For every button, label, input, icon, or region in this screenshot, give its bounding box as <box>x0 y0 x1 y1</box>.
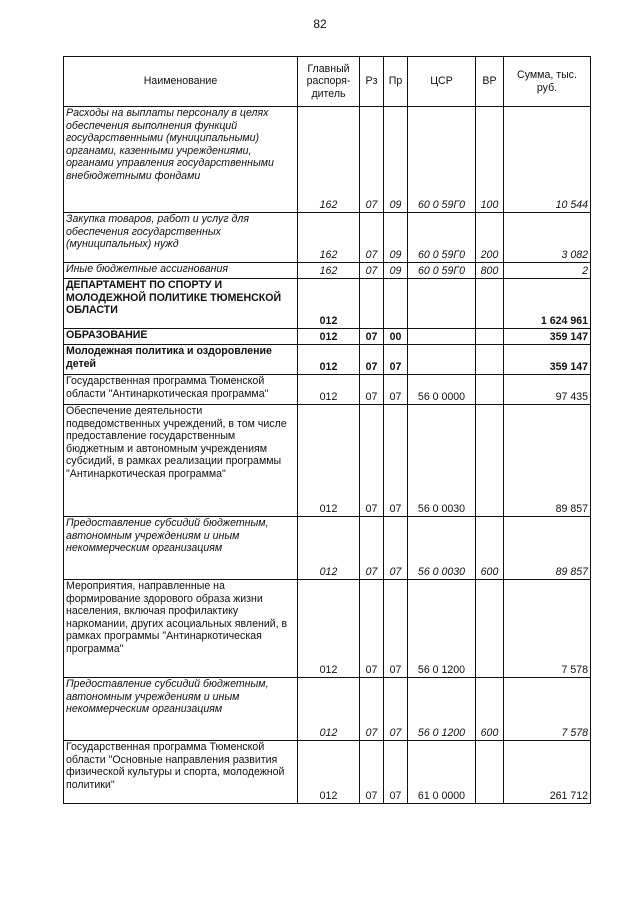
header-sum: Сумма, тыс. руб. <box>504 57 591 107</box>
cell-csr: 60 0 59Г0 <box>408 263 476 279</box>
cell-pr: 07 <box>384 741 408 804</box>
header-rz: Рз <box>360 57 384 107</box>
table-row <box>64 329 591 345</box>
cell-main-manager: 012 <box>298 580 360 678</box>
cell-pr: 07 <box>384 678 408 741</box>
table-body <box>64 107 591 804</box>
cell-vr <box>476 375 504 405</box>
table-row <box>64 213 591 263</box>
table-header-row <box>64 57 591 107</box>
cell-vr <box>476 329 504 345</box>
cell-name: ОБРАЗОВАНИЕ <box>64 329 298 345</box>
cell-rz: 07 <box>360 678 384 741</box>
cell-name: Закупка товаров, работ и услуг для обеспечения государственных (муниципальных) нужд <box>64 213 298 263</box>
cell-pr: 09 <box>384 213 408 263</box>
table-row <box>64 375 591 405</box>
header-csr: ЦСР <box>408 57 476 107</box>
cell-pr: 07 <box>384 405 408 517</box>
cell-csr: 56 0 1200 <box>408 678 476 741</box>
cell-csr: 56 0 0030 <box>408 405 476 517</box>
cell-pr: 07 <box>384 580 408 678</box>
cell-rz <box>360 279 384 329</box>
cell-vr <box>476 279 504 329</box>
cell-main-manager: 162 <box>298 107 360 213</box>
cell-main-manager: 012 <box>298 517 360 580</box>
table-row <box>64 741 591 804</box>
table-row <box>64 345 591 375</box>
cell-main-manager: 012 <box>298 375 360 405</box>
cell-main-manager: 162 <box>298 263 360 279</box>
cell-rz: 07 <box>360 329 384 345</box>
cell-sum: 1 624 961 <box>504 279 591 329</box>
cell-rz: 07 <box>360 580 384 678</box>
cell-vr: 600 <box>476 517 504 580</box>
cell-name: Государственная программа Тюменской области "Антинаркотическая программа" <box>64 375 298 405</box>
cell-vr <box>476 345 504 375</box>
cell-main-manager: 012 <box>298 329 360 345</box>
table-row <box>64 263 591 279</box>
cell-name: Государственная программа Тюменской области "Основные направления развития физической культуры и спорта, молодежной политики" <box>64 741 298 804</box>
cell-vr: 800 <box>476 263 504 279</box>
cell-sum: 3 082 <box>504 213 591 263</box>
cell-pr <box>384 279 408 329</box>
cell-name: Расходы на выплаты персоналу в целях обеспечения выполнения функций государственными (муниципальными) органами, казенными учреждениями, органами управления государственными внебюджетными фондами <box>64 107 298 213</box>
cell-rz: 07 <box>360 107 384 213</box>
cell-name: Молодежная политика и оздоровление детей <box>64 345 298 375</box>
cell-pr: 07 <box>384 345 408 375</box>
cell-csr: 56 0 0030 <box>408 517 476 580</box>
cell-csr: 56 0 1200 <box>408 580 476 678</box>
cell-sum: 359 147 <box>504 329 591 345</box>
cell-name: Обеспечение деятельности подведомственных учреждений, в том числе предоставление государственным бюджетным и автономным учреждениям субсидий, в рамках реализации программы "Антинаркотическая программа" <box>64 405 298 517</box>
cell-sum: 89 857 <box>504 517 591 580</box>
cell-main-manager: 012 <box>298 741 360 804</box>
cell-vr <box>476 405 504 517</box>
cell-vr <box>476 741 504 804</box>
cell-name: Мероприятия, направленные на формирование здорового образа жизни населения, включая профилактику наркомании, других асоциальных явлений, в рамках программы "Антинаркотическая программа" <box>64 580 298 678</box>
cell-csr <box>408 279 476 329</box>
budget-table <box>63 56 591 804</box>
table-row <box>64 405 591 517</box>
cell-rz: 07 <box>360 741 384 804</box>
cell-name: Иные бюджетные ассигнования <box>64 263 298 279</box>
cell-sum: 10 544 <box>504 107 591 213</box>
cell-vr: 600 <box>476 678 504 741</box>
cell-name: Предоставление субсидий бюджетным, автономным учреждениям и иным некоммерческим организациям <box>64 678 298 741</box>
cell-main-manager: 012 <box>298 279 360 329</box>
cell-main-manager: 012 <box>298 405 360 517</box>
cell-main-manager: 012 <box>298 345 360 375</box>
cell-vr <box>476 580 504 678</box>
cell-csr: 61 0 0000 <box>408 741 476 804</box>
header-main-manager: Главный распоря-дитель <box>298 57 360 107</box>
cell-rz: 07 <box>360 213 384 263</box>
cell-sum: 89 857 <box>504 405 591 517</box>
cell-sum: 359 147 <box>504 345 591 375</box>
cell-csr: 56 0 0000 <box>408 375 476 405</box>
cell-csr: 60 0 59Г0 <box>408 107 476 213</box>
cell-csr <box>408 329 476 345</box>
cell-rz: 07 <box>360 263 384 279</box>
cell-csr <box>408 345 476 375</box>
cell-vr: 200 <box>476 213 504 263</box>
header-pr: Пр <box>384 57 408 107</box>
table-row <box>64 279 591 329</box>
table-row <box>64 678 591 741</box>
cell-main-manager: 162 <box>298 213 360 263</box>
cell-sum: 261 712 <box>504 741 591 804</box>
header-name: Наименование <box>64 57 298 107</box>
cell-vr: 100 <box>476 107 504 213</box>
header-vr: ВР <box>476 57 504 107</box>
page-number: 82 <box>313 17 327 31</box>
cell-rz: 07 <box>360 375 384 405</box>
cell-pr: 07 <box>384 375 408 405</box>
cell-main-manager: 012 <box>298 678 360 741</box>
cell-pr: 07 <box>384 517 408 580</box>
cell-sum: 7 578 <box>504 580 591 678</box>
cell-csr: 60 0 59Г0 <box>408 213 476 263</box>
cell-name: ДЕПАРТАМЕНТ ПО СПОРТУ И МОЛОДЕЖНОЙ ПОЛИТИКЕ ТЮМЕНСКОЙ ОБЛАСТИ <box>64 279 298 329</box>
cell-pr: 00 <box>384 329 408 345</box>
cell-sum: 2 <box>504 263 591 279</box>
cell-rz: 07 <box>360 517 384 580</box>
cell-pr: 09 <box>384 263 408 279</box>
table-row <box>64 107 591 213</box>
cell-sum: 7 578 <box>504 678 591 741</box>
table-row <box>64 580 591 678</box>
cell-pr: 09 <box>384 107 408 213</box>
table-row <box>64 517 591 580</box>
cell-rz: 07 <box>360 345 384 375</box>
cell-name: Предоставление субсидий бюджетным, автономным учреждениям и иным некоммерческим организациям <box>64 517 298 580</box>
cell-rz: 07 <box>360 405 384 517</box>
cell-sum: 97 435 <box>504 375 591 405</box>
